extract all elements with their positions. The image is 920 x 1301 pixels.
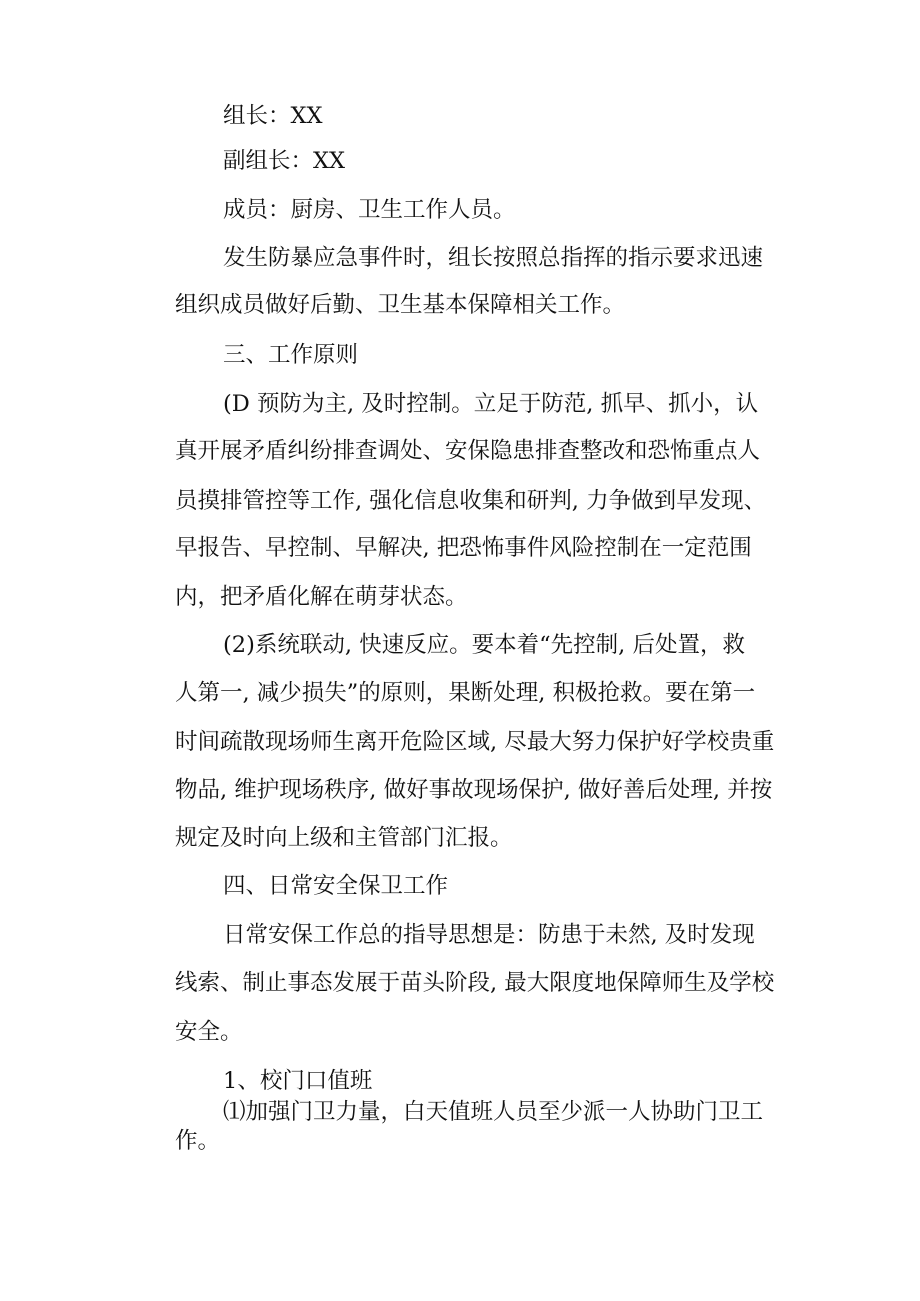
paragraph-line: 物品, 维护现场秩序, 做好事故现场保护, 做好善后处理, 并按 bbox=[175, 777, 773, 803]
paragraph-line: ⑴加强门卫力量，白天值班人员至少派一人协助门卫工 bbox=[223, 1099, 764, 1125]
members-line: 成员：厨房、卫生工作人员。 bbox=[223, 197, 516, 223]
paragraph-line: 安全。 bbox=[175, 1019, 243, 1045]
paragraph-line: 早报告、早控制、早解决, 把恐怖事件风险控制在一定范围 bbox=[175, 535, 752, 561]
item-heading: 1、校门口值班 bbox=[223, 1068, 373, 1094]
paragraph-line: (D 预防为主, 及时控制。立足于防范, 抓早、抓小，认 bbox=[223, 391, 759, 417]
paragraph-line: 组织成员做好后勤、卫生基本保障相关工作。 bbox=[175, 292, 626, 318]
leader-line: 组长：XX bbox=[223, 103, 323, 129]
paragraph-line: 人第一, 减少损失”的原则，果断处理, 积极抢救。要在第一 bbox=[175, 680, 756, 706]
section-heading: 三、工作原则 bbox=[223, 342, 359, 368]
section-heading: 四、日常安全保卫工作 bbox=[223, 873, 449, 899]
paragraph-line: 作。 bbox=[175, 1128, 221, 1154]
paragraph-line: 时间疏散现场师生离开危险区域, 尽最大努力保护好学校贵重 bbox=[175, 729, 775, 755]
paragraph-line: (2)系统联动, 快速反应。要本着“先控制, 后处置，救 bbox=[223, 632, 745, 658]
paragraph-line: 真开展矛盾纠纷排查调处、安保隐患排查整改和恐怖重点人 bbox=[175, 438, 761, 464]
paragraph-line: 线索、制止事态发展于苗头阶段, 最大限度地保障师生及学校 bbox=[175, 970, 775, 996]
paragraph-line: 员摸排管控等工作, 强化信息收集和研判, 力争做到早发现、 bbox=[175, 488, 767, 514]
paragraph-line: 规定及时向上级和主管部门汇报。 bbox=[175, 825, 513, 851]
paragraph-line: 发生防暴应急事件时，组长按照总指挥的指示要求迅速 bbox=[223, 245, 764, 271]
paragraph-line: 日常安保工作总的指导思想是：防患于未然, 及时发现 bbox=[223, 922, 755, 948]
deputy-leader-line: 副组长：XX bbox=[223, 148, 346, 174]
paragraph-line: 内，把矛盾化解在萌芽状态。 bbox=[175, 584, 468, 610]
